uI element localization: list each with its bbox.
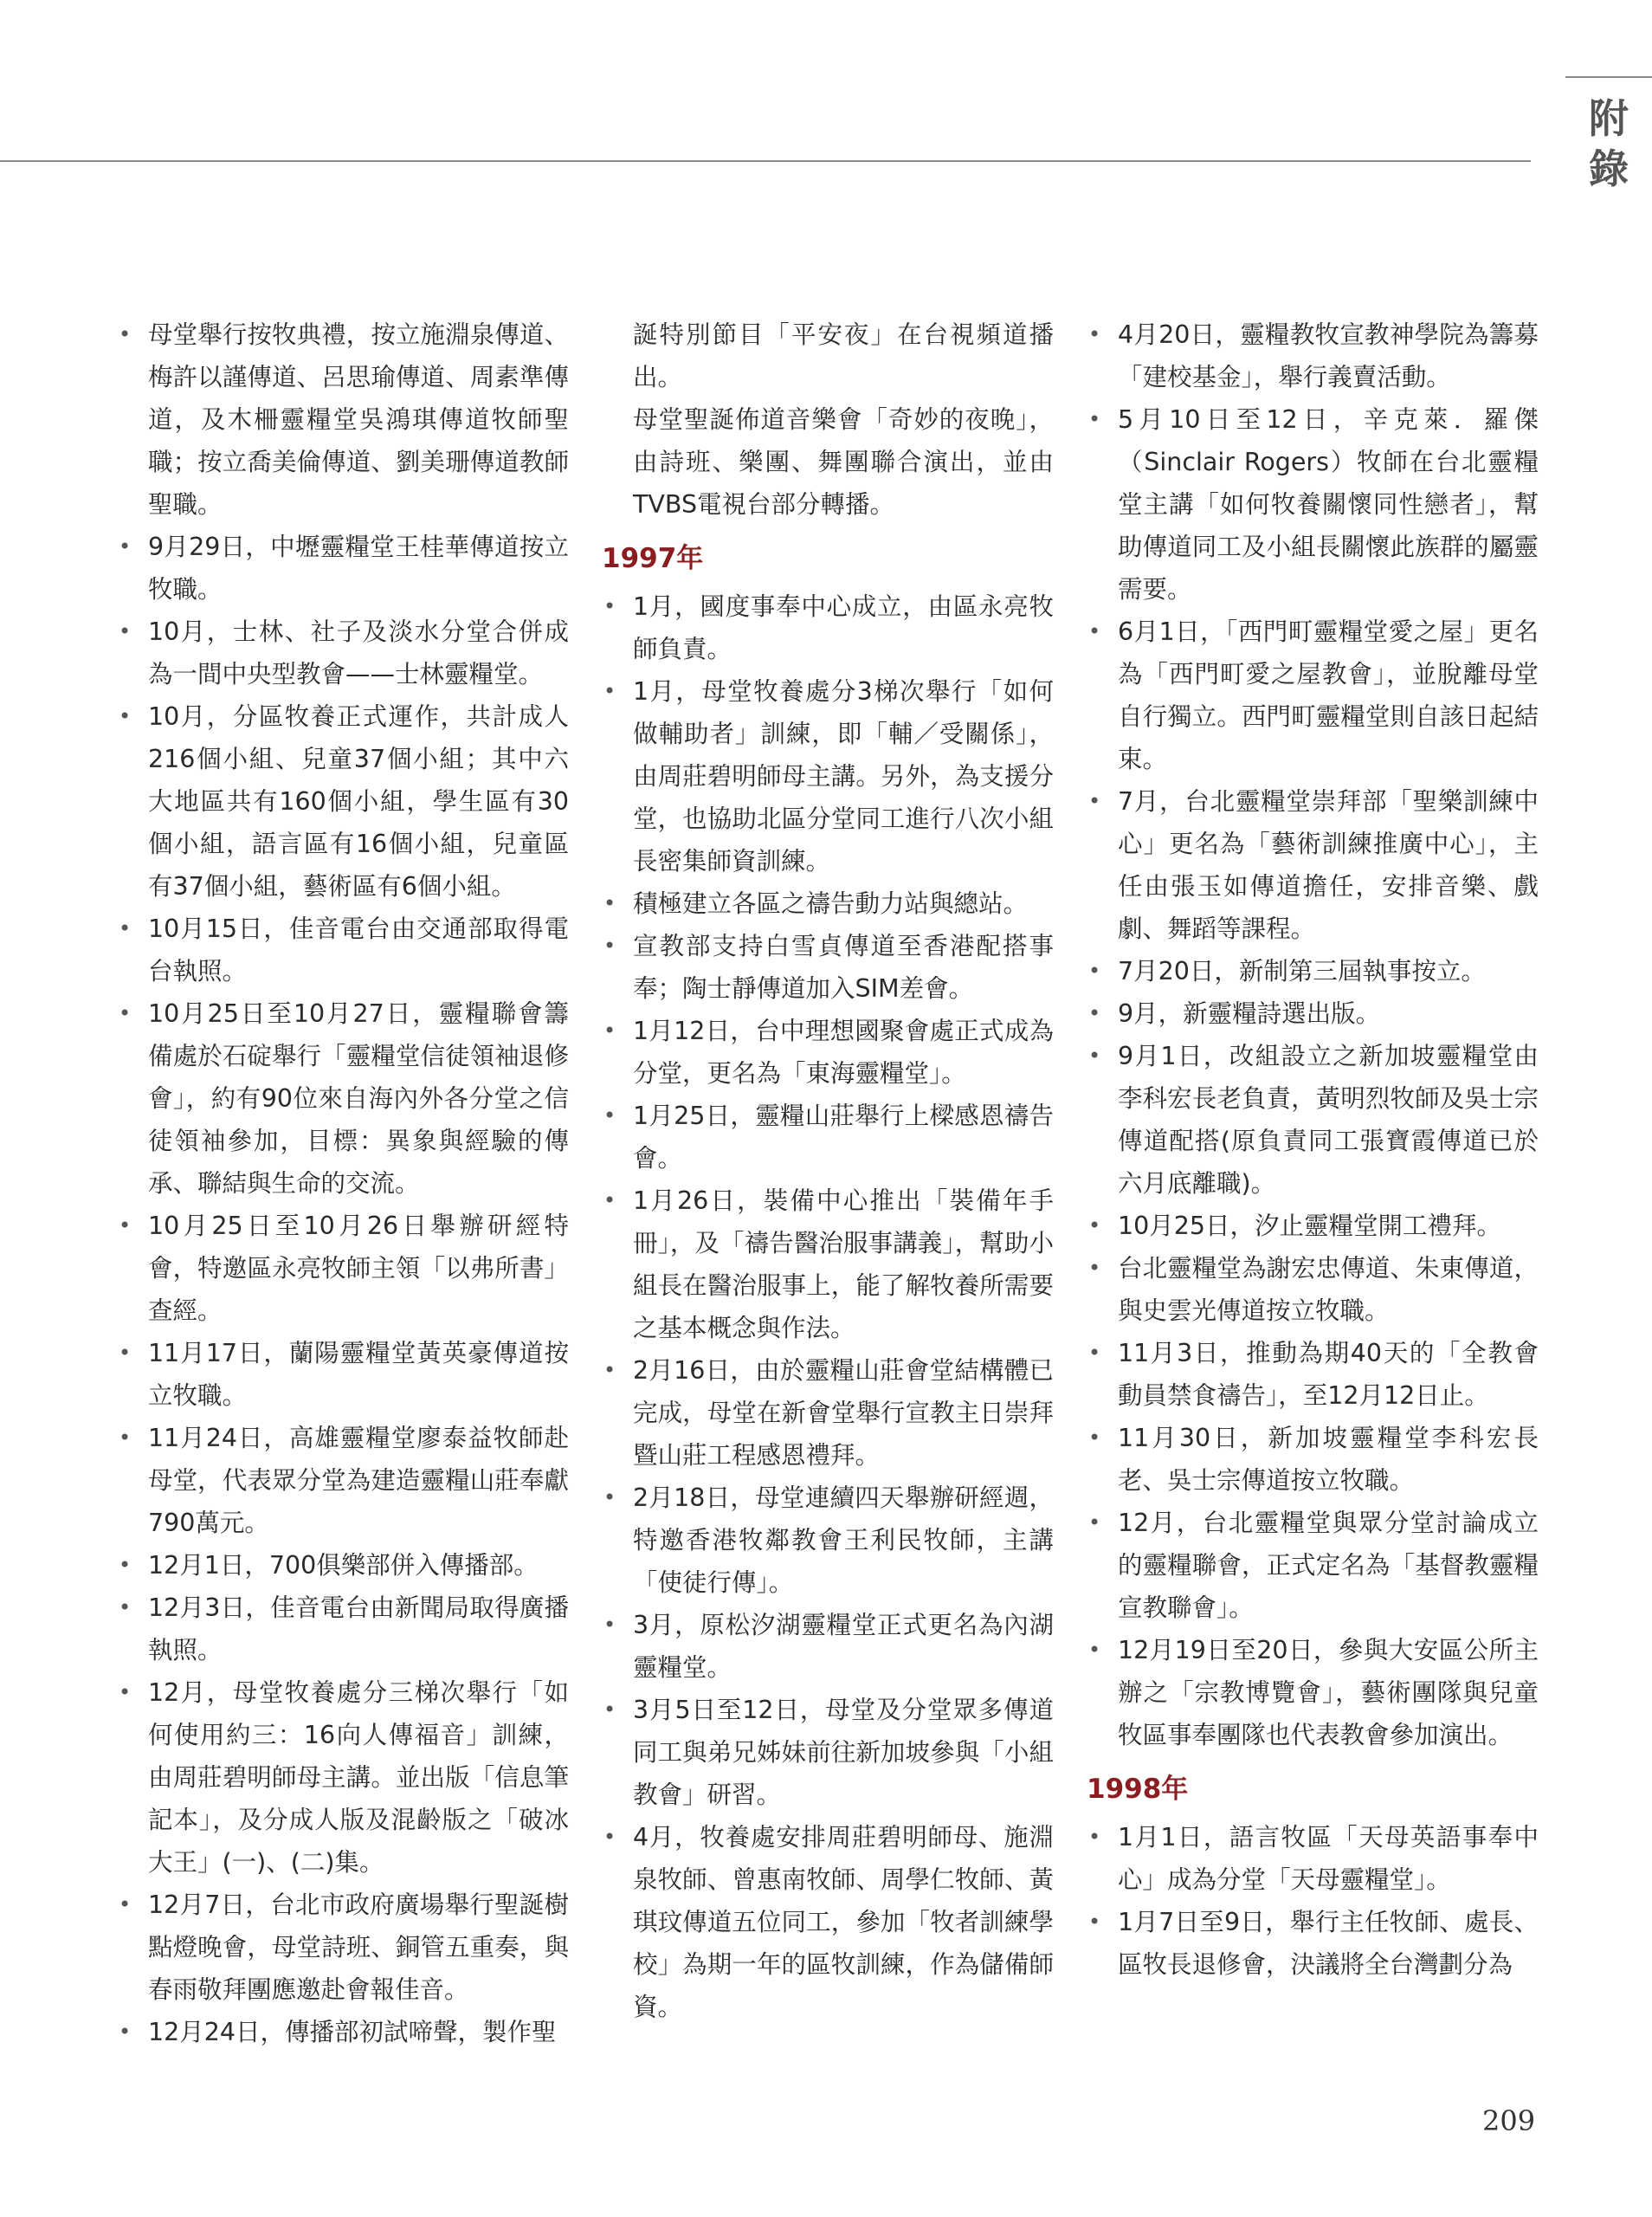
timeline-entry: • 2月16日，由於靈糧山莊會堂結構體已完成，母堂在新會堂舉行宣教主日崇拜暨山莊工程感恩禮拜。: [602, 1349, 1054, 1477]
section-tab-char-1: 附: [1589, 95, 1629, 142]
timeline-entry: • 9月1日，改組設立之新加坡靈糧堂由李科宏長老負責，黃明烈牧師及吳士宗傳道配搭(原負責同工張寶霞傳道已於六月底離職)。: [1087, 1035, 1539, 1205]
timeline-entry: • 7月20日，新制第三屆執事按立。: [1087, 950, 1539, 992]
timeline-entry: • 2月18日，母堂連續四天舉辦研經週，特邀香港牧鄰教會王利民牧師，主講「使徒行傳」。: [602, 1477, 1054, 1604]
timeline-entry: • 11月17日，蘭陽靈糧堂黃英豪傳道按立牧職。: [117, 1332, 569, 1417]
year-heading-1997: 1997年: [602, 543, 704, 574]
timeline-entry: • 3月，原松汐湖靈糧堂正式更名為內湖靈糧堂。: [602, 1604, 1054, 1689]
timeline-entry: • 12月7日，台北市政府廣場舉行聖誕樹點燈晚會，母堂詩班、銅管五重奏，與春雨敬拜團應邀赴會報佳音。: [117, 1884, 569, 2011]
timeline-entry: • 3月5日至12日，母堂及分堂眾多傳道同工與弟兄姊妹前往新加坡參與「小組教會」研習。: [602, 1689, 1054, 1816]
timeline-entry: • 母堂舉行按牧典禮，按立施淵泉傳道、梅許以謹傳道、呂思瑜傳道、周素準傳道，及木柵靈糧堂吳鴻琪傳道牧師聖職；按立喬美倫傳道、劉美珊傳道教師聖職。: [117, 313, 569, 526]
timeline-entry: • 5月10日至12日，辛克萊．羅傑（Sinclair Rogers）牧師在台北靈糧堂主講「如何牧養關懷同性戀者」，幫助傳道同工及小組長關懷此族群的屬靈需要。: [1087, 398, 1539, 611]
timeline-entry: • 10月15日，佳音電台由交通部取得電台執照。: [117, 908, 569, 992]
timeline-entry: • 1月7日至9日，舉行主任牧師、處長、區牧長退修會，決議將全台灣劃分為: [1087, 1901, 1539, 1986]
page-number: 209: [1482, 2104, 1536, 2137]
timeline-entry: • 積極建立各區之禱告動力站與總站。: [602, 882, 1054, 925]
tab-rule: [1565, 76, 1652, 78]
timeline-entry: • 11月30日，新加坡靈糧堂李科宏長老、吳士宗傳道按立牧職。: [1087, 1417, 1539, 1502]
timeline-entry: • 7月，台北靈糧堂崇拜部「聖樂訓練中心」更名為「藝術訓練推廣中心」，主任由張玉如傳道擔任，安排音樂、戲劇、舞蹈等課程。: [1087, 780, 1539, 950]
text-column-1: [117, 313, 569, 2053]
timeline-entry: • 12月，台北靈糧堂與眾分堂討論成立的靈糧聯會，正式定名為「基督教靈糧宣教聯會」。: [1087, 1502, 1539, 1629]
timeline-entry: • 6月1日，「西門町靈糧堂愛之屋」更名為「西門町愛之屋教會」，並脫離母堂自行獨立。西門町靈糧堂則自該日起結束。: [1087, 611, 1539, 780]
timeline-entry: • 10月，分區牧養正式運作，共計成人216個小組、兒童37個小組；其中六大地區共有160個小組，學生區有30個小組，語言區有16個小組，兒童區有37個小組，藝術區有6個小組。: [117, 695, 569, 908]
timeline-entry: • 1月1日，語言牧區「天母英語事奉中心」成為分堂「天母靈糧堂」。: [1087, 1816, 1539, 1901]
timeline-entry: • 1月12日，台中理想國聚會處正式成為分堂，更名為「東海靈糧堂」。: [602, 1010, 1054, 1095]
timeline-entry: • 1月，國度事奉中心成立，由區永亮牧師負責。: [602, 585, 1054, 670]
timeline-entry: • 1月26日，裝備中心推出「裝備年手冊」，及「禱告醫治服事講義」，幫助小組長在醫治服事上，能了解牧養所需要之基本概念與作法。: [602, 1180, 1054, 1349]
timeline-entry: • 4月，牧養處安排周莊碧明師母、施淵泉牧師、曾惠南牧師、周學仁牧師、黃琪玟傳道五位同工，參加「牧者訓練學校」為期一年的區牧訓練，作為儲備師資。: [602, 1816, 1054, 2028]
timeline-entry: • 12月19日至20日，參與大安區公所主辦之「宗教博覽會」，藝術團隊與兒童牧區事奉團隊也代表教會參加演出。: [1087, 1629, 1539, 1756]
timeline-entry: • 12月3日，佳音電台由新聞局取得廣播執照。: [117, 1587, 569, 1671]
timeline-entry: • 台北靈糧堂為謝宏忠傳道、朱東傳道，與史雲光傳道按立牧職。: [1087, 1247, 1539, 1332]
timeline-entry: • 1月25日，靈糧山莊舉行上樑感恩禱告會。: [602, 1095, 1054, 1180]
timeline-entry: • 12月24日，傳播部初試啼聲，製作聖: [117, 2011, 569, 2053]
header-rule: [0, 160, 1531, 162]
timeline-entry: • 12月1日，700俱樂部併入傳播部。: [117, 1544, 569, 1587]
year-heading-1998: 1998年: [1087, 1774, 1189, 1805]
timeline-entry: • 10月25日至10月26日舉辦研經特會，特邀區永亮牧師主領「以弗所書」查經。: [117, 1205, 569, 1332]
section-tab-char-2: 錄: [1589, 145, 1629, 192]
timeline-entry-continued: 母堂聖誕佈道音樂會「奇妙的夜晚」，由詩班、樂團、舞團聯合演出，並由TVBS電視台部分轉播。: [633, 405, 1054, 519]
timeline-entry: • 9月29日，中壢靈糧堂王桂華傳道按立牧職。: [117, 526, 569, 611]
timeline-entry: • 11月24日，高雄靈糧堂廖泰益牧師赴母堂，代表眾分堂為建造靈糧山莊奉獻790萬元。: [117, 1417, 569, 1544]
timeline-entry: • 1月，母堂牧養處分3梯次舉行「如何做輔助者」訓練，即「輔／受關係」，由周莊碧明師母主講。另外，為支援分堂，也協助北區分堂同工進行八次小組長密集師資訓練。: [602, 670, 1054, 882]
timeline-entry: • 12月，母堂牧養處分三梯次舉行「如何使用約三：16向人傳福音」訓練，由周莊碧明師母主講。並出版「信息筆記本」，及分成人版及混齡版之「破冰大王」(一)、(二)集。: [117, 1671, 569, 1884]
timeline-entry: • 10月25日至10月27日，靈糧聯會籌備處於石碇舉行「靈糧堂信徒領袖退修會」，約有90位來自海內外各分堂之信徒領袖參加，目標：異象與經驗的傳承、聯結與生命的交流。: [117, 992, 569, 1205]
timeline-entry: • 9月，新靈糧詩選出版。: [1087, 992, 1539, 1035]
timeline-entry: • 宣教部支持白雪貞傳道至香港配搭事奉；陶士靜傳道加入SIM差會。: [602, 925, 1054, 1010]
timeline-entry-continued: 誕特別節目「平安夜」在台視頻道播出。: [633, 320, 1054, 391]
timeline-entry: • 10月，士林、社子及淡水分堂合併成為一間中央型教會——士林靈糧堂。: [117, 611, 569, 695]
timeline-entry: • 10月25日，汐止靈糧堂開工禮拜。: [1087, 1205, 1539, 1247]
section-tab-appendix: [1565, 94, 1652, 194]
text-column-2: [602, 313, 1054, 2028]
text-column-3: [1087, 313, 1539, 1986]
timeline-entry: • 4月20日，靈糧教牧宣教神學院為籌募「建校基金」，舉行義賣活動。: [1087, 313, 1539, 398]
timeline-entry: • 11月3日，推動為期40天的「全教會動員禁食禱告」，至12月12日止。: [1087, 1332, 1539, 1417]
